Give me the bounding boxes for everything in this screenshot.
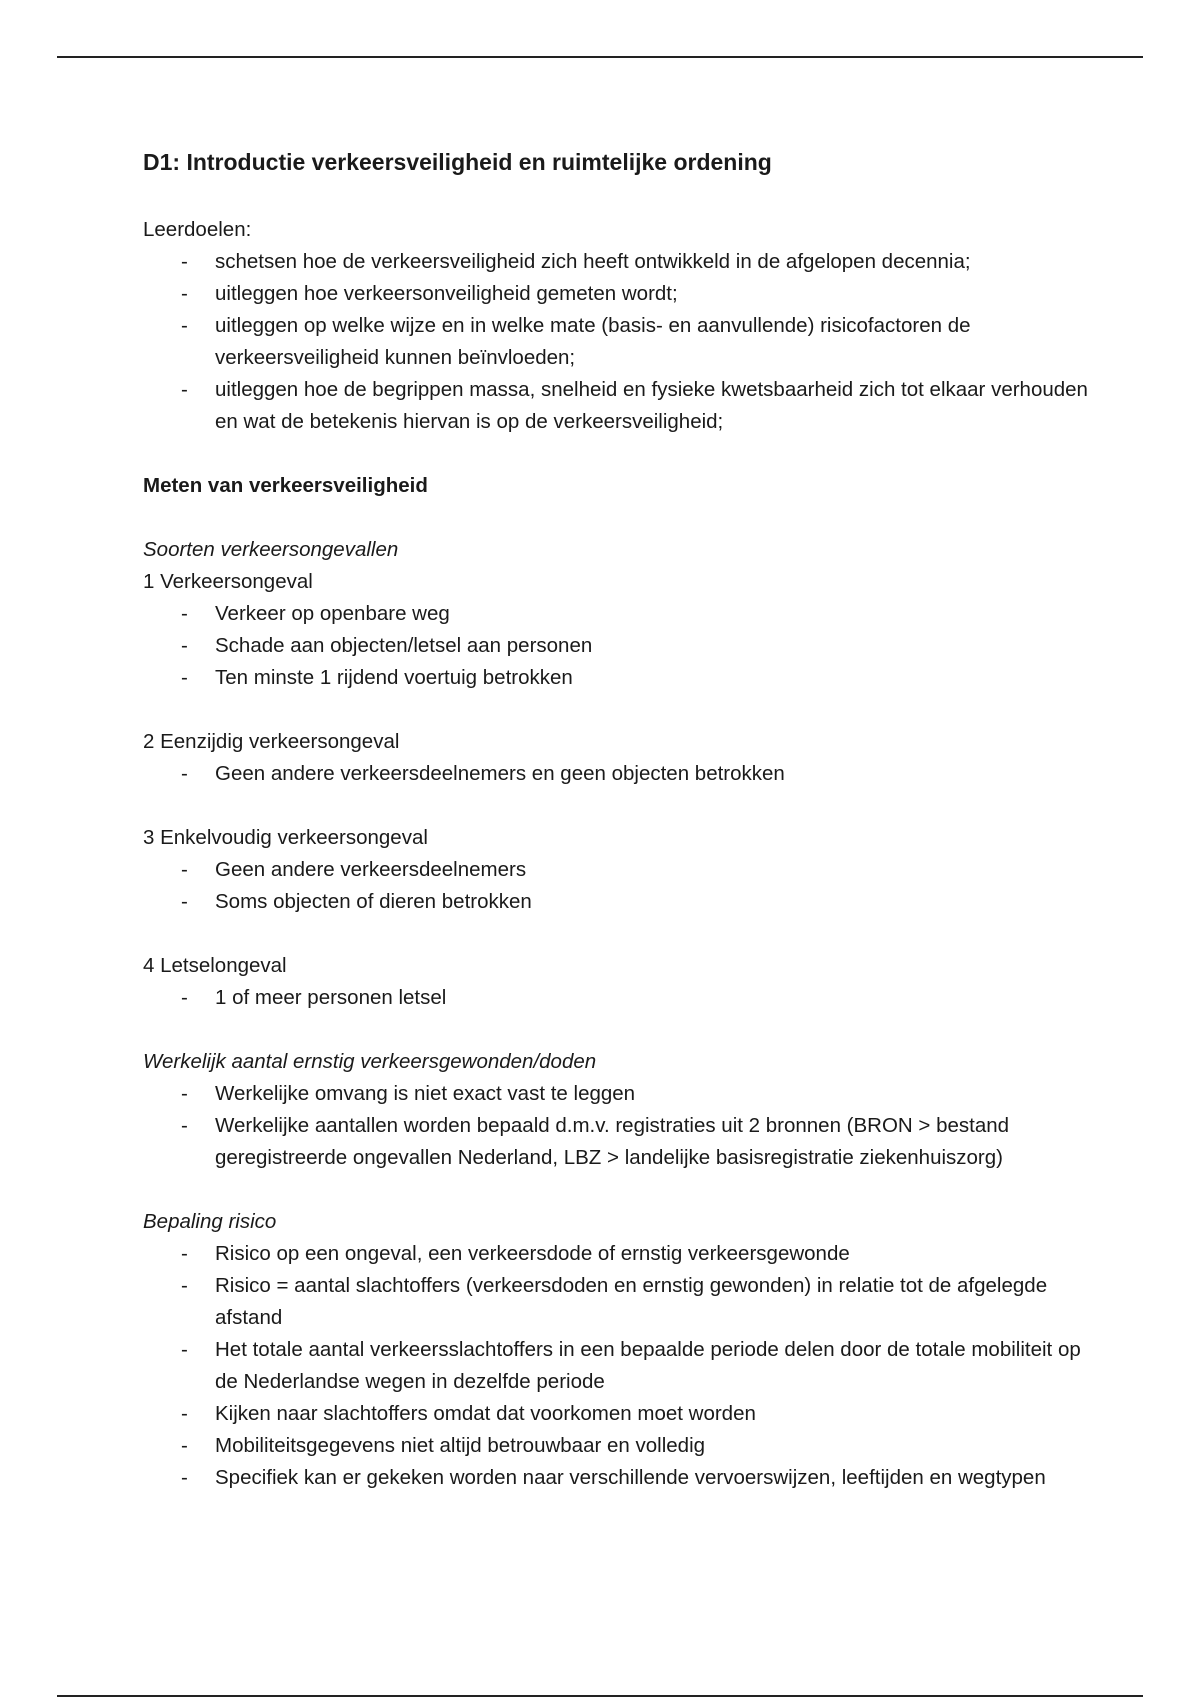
section-heading: Meten van verkeersveiligheid <box>143 474 428 497</box>
list-item: - Werkelijke aantallen worden bepaald d.m.v. registraties uit 2 bronnen (BRON > bestand geregistreerde ongevallen Nederland, LBZ > landelijke basisregistratie ziekenhuiszorg) <box>143 1110 1103 1174</box>
document-body <box>143 146 1103 1494</box>
list-item: - Ten minste 1 rijdend voertuig betrokken <box>143 662 1103 694</box>
werkelijk-list <box>143 1078 1103 1174</box>
list-item: - uitleggen hoe de begrippen massa, snelheid en fysieke kwetsbaarheid zich tot elkaar verhouden en wat de betekenis hiervan is op de verkeersveiligheid; <box>143 374 1103 438</box>
list-item: - schetsen hoe de verkeersveiligheid zich heeft ontwikkeld in de afgelopen decennia; <box>143 246 1103 278</box>
list-item: - uitleggen hoe verkeersonveiligheid gemeten wordt; <box>143 278 1103 310</box>
risico-heading: Bepaling risico <box>143 1210 277 1233</box>
group-list <box>143 598 1103 694</box>
list-item: - Geen andere verkeersdeelnemers <box>143 854 1103 886</box>
list-item: - Specifiek kan er gekeken worden naar verschillende vervoerswijzen, leeftijden en wegtypen <box>143 1462 1103 1494</box>
list-item: - 1 of meer personen letsel <box>143 982 1103 1014</box>
page-title: D1: Introductie verkeersveiligheid en ruimtelijke ordening <box>143 149 772 175</box>
list-item: - Risico op een ongeval, een verkeersdode of ernstig verkeersgewonde <box>143 1238 1103 1270</box>
werkelijk-heading: Werkelijk aantal ernstig verkeersgewonden/doden <box>143 1050 597 1073</box>
group-label: 2 Eenzijdig verkeersongeval <box>143 730 400 753</box>
leerdoelen-list <box>143 246 1103 438</box>
list-item: - Werkelijke omvang is niet exact vast te leggen <box>143 1078 1103 1110</box>
list-item: - Soms objecten of dieren betrokken <box>143 886 1103 918</box>
risico-list <box>143 1238 1103 1494</box>
soorten-heading: Soorten verkeersongevallen <box>143 538 399 561</box>
group-list <box>143 758 1103 790</box>
list-item: - Kijken naar slachtoffers omdat dat voorkomen moet worden <box>143 1398 1103 1430</box>
list-item: - Verkeer op openbare weg <box>143 598 1103 630</box>
list-item: - uitleggen op welke wijze en in welke mate (basis- en aanvullende) risicofactoren de verkeersveiligheid kunnen beïnvloeden; <box>143 310 1103 374</box>
group-list <box>143 854 1103 918</box>
top-rule <box>57 56 1143 58</box>
group-label: 1 Verkeersongeval <box>143 570 313 593</box>
list-item: - Het totale aantal verkeersslachtoffers in een bepaalde periode delen door de totale mobiliteit op de Nederlandse wegen in dezelfde periode <box>143 1334 1103 1398</box>
list-item: - Geen andere verkeersdeelnemers en geen objecten betrokken <box>143 758 1103 790</box>
group-label: 3 Enkelvoudig verkeersongeval <box>143 826 428 849</box>
list-item: - Risico = aantal slachtoffers (verkeersdoden en ernstig gewonden) in relatie tot de afgelegde afstand <box>143 1270 1103 1334</box>
list-item: - Mobiliteitsgegevens niet altijd betrouwbaar en volledig <box>143 1430 1103 1462</box>
leerdoelen-label: Leerdoelen: <box>143 218 252 241</box>
bottom-rule <box>57 1695 1143 1697</box>
list-item: - Schade aan objecten/letsel aan personen <box>143 630 1103 662</box>
group-label: 4 Letselongeval <box>143 954 287 977</box>
group-list <box>143 982 1103 1014</box>
